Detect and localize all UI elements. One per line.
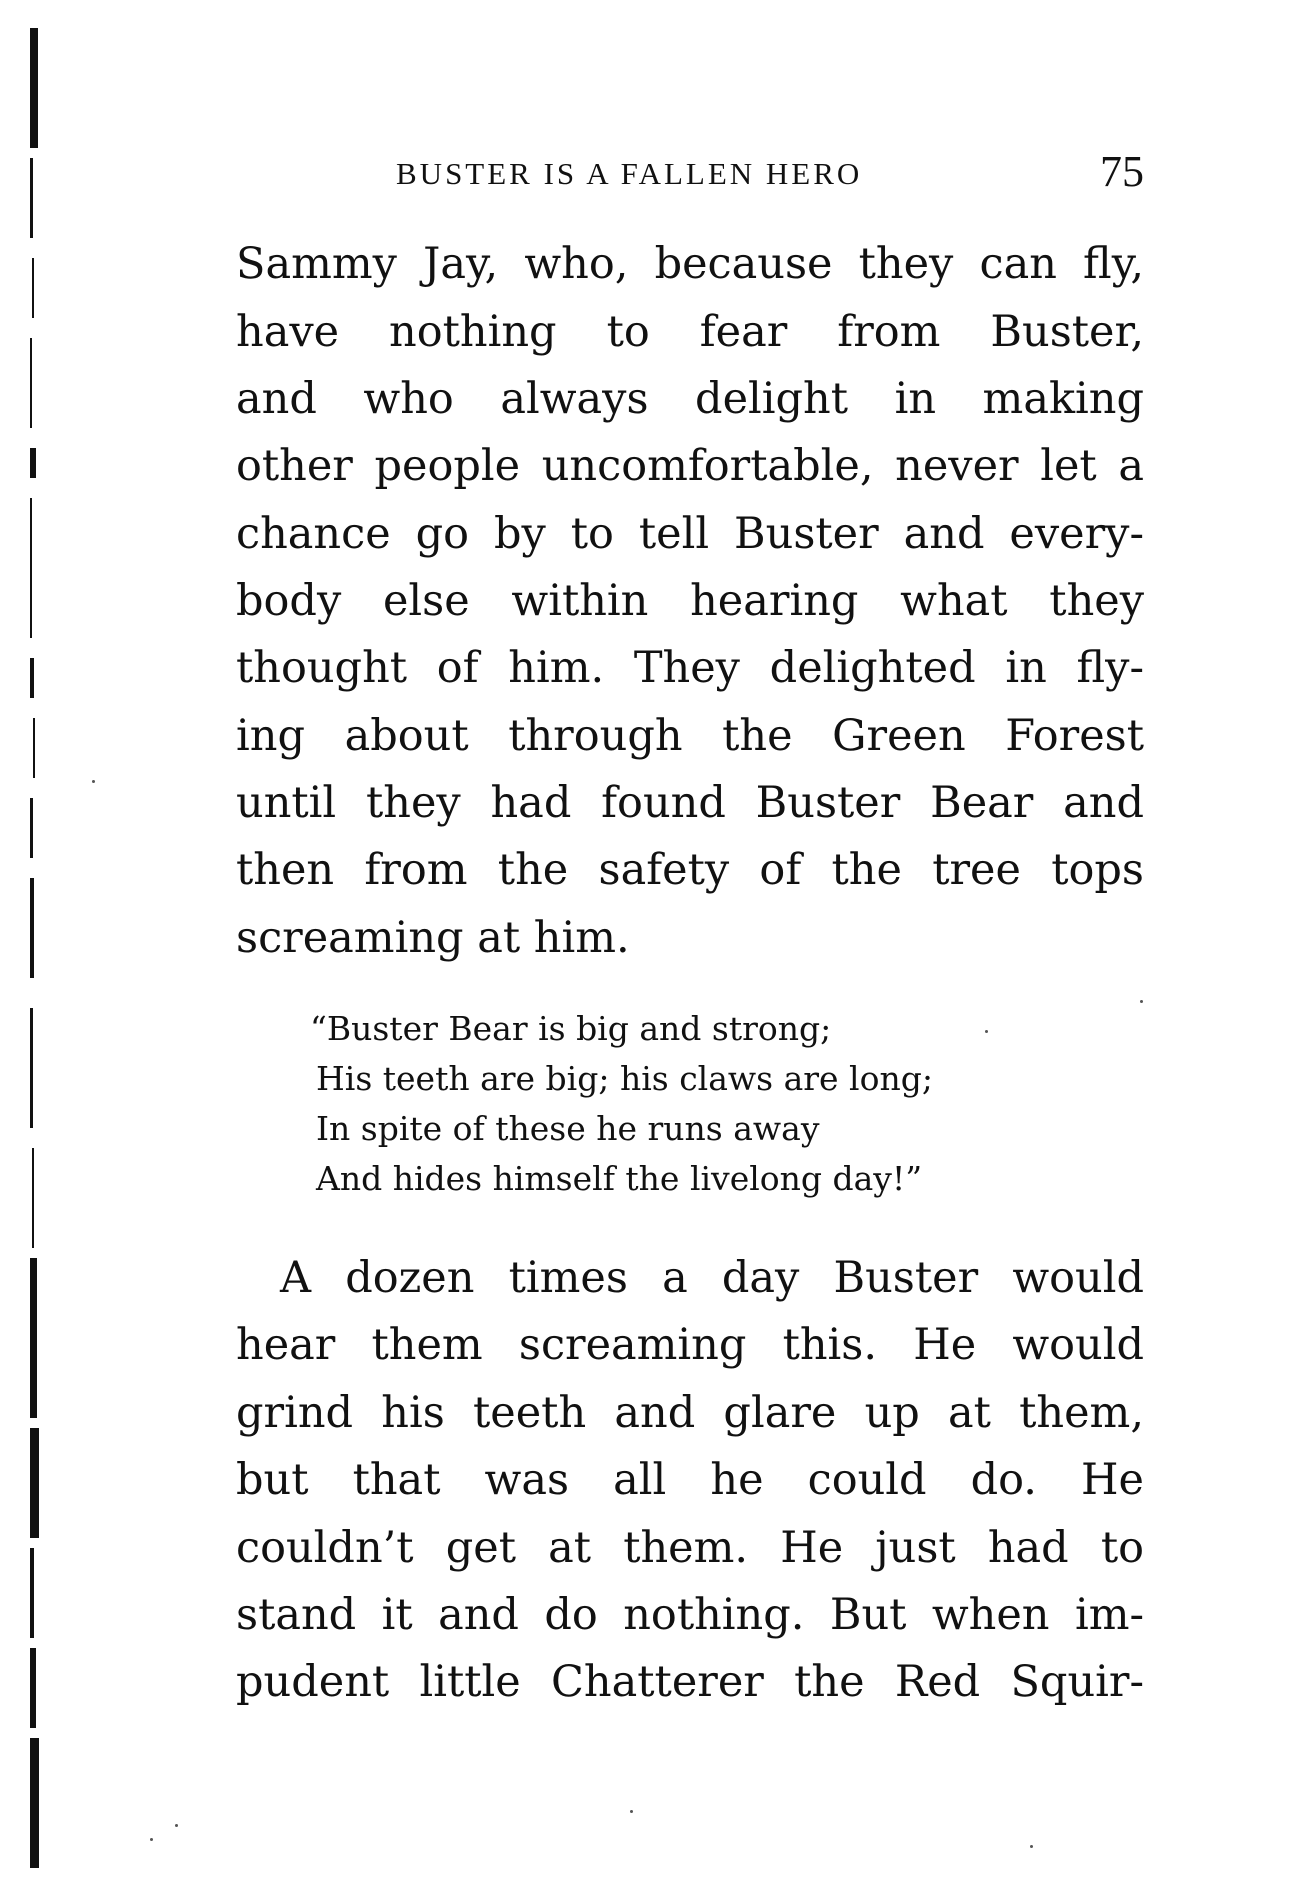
text-line: hear them screaming this. He would — [236, 1320, 1144, 1370]
text-line: A dozen times a day Buster would — [280, 1253, 1144, 1303]
scanned-binding-edge — [30, 28, 42, 1868]
text-line: but that was all he could do. He — [236, 1455, 1144, 1505]
text-line: stand it and do nothing. But when im- — [236, 1590, 1144, 1640]
text-line: body else within hearing what they — [236, 576, 1144, 626]
text-line: pudent little Chatterer the Red Squir- — [236, 1657, 1144, 1707]
text-line: have nothing to fear from Buster, — [236, 307, 1144, 357]
verse-line: “Buster Bear is big and strong; — [310, 1009, 832, 1048]
text-line: chance go by to tell Buster and every- — [236, 509, 1144, 559]
text-line: other people uncomfortable, never let a — [236, 441, 1144, 491]
running-head — [236, 144, 1144, 194]
text-line: screaming at him. — [236, 913, 630, 963]
text-line: then from the safety of the tree tops — [236, 845, 1144, 895]
text-line: ing about through the Green Forest — [236, 711, 1144, 761]
text-line: and who always delight in making — [236, 374, 1144, 424]
text-line: Sammy Jay, who, because they can fly, — [236, 239, 1144, 289]
running-head-title: BUSTER IS A FALLEN HERO — [396, 156, 863, 191]
verse-line: His teeth are big; his claws are long; — [316, 1059, 933, 1098]
text-line: grind his teeth and glare up at them, — [236, 1388, 1144, 1438]
text-line: until they had found Buster Bear and — [236, 778, 1144, 828]
text-line: thought of him. They delighted in fly- — [236, 643, 1144, 693]
verse-line: And hides himself the livelong day!” — [316, 1159, 923, 1198]
page-number: 75 — [1100, 147, 1144, 196]
text-line: couldn’t get at them. He just had to — [236, 1523, 1144, 1573]
verse-line: In spite of these he runs away — [316, 1109, 820, 1148]
